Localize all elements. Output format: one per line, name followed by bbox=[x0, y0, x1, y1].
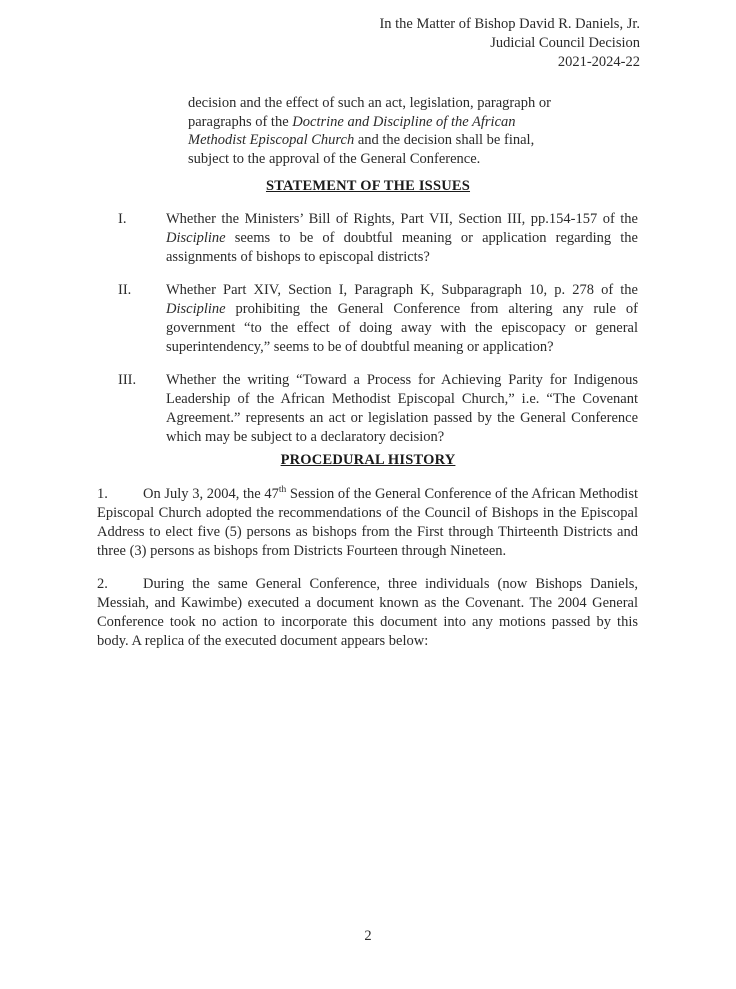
issue-text-end: prohibiting the General Conference from altering any rule of government “to the effect of doing away with the episcopacy or general superintendency,” seems to be of doubtful meaning or application? bbox=[166, 301, 638, 355]
paragraph-text-start: On July 3, 2004, the 47 bbox=[143, 486, 279, 502]
header-decision-number: 2021-2024-22 bbox=[557, 54, 640, 70]
header-decision-label: Judicial Council Decision bbox=[490, 35, 640, 51]
issue-text-start: Whether Part XIV, Section I, Paragraph K, Subparagraph 10, p. 278 of the bbox=[166, 282, 638, 298]
paragraph-number: 1. bbox=[97, 486, 108, 502]
issue-text-start: Whether the writing “Toward a Process for Achieving Parity for Indigenous Leadership of the African Methodist Episcopal Church,” i.e. “The Covenant Agreement.” represents an act or legislation passed by the General Conference which may be subject to a declaratory decision? bbox=[166, 372, 638, 445]
paragraph-text-end: Session of the General Conference of the African Methodist Episcopal Church adopted the recommendations of the Council of Bishops in the Episcopal Address to elect five (5) persons as bishops from the First through Thirteenth Districts and three (3) persons as bishops from Districts Fourteen through Nineteen. bbox=[97, 486, 638, 559]
issue-number: I. bbox=[118, 211, 127, 227]
issue-italic: Discipline bbox=[166, 230, 226, 246]
issue-number: II. bbox=[118, 282, 132, 298]
paragraph-text: During the same General Conference, three individuals (now Bishops Daniels, Messiah, and Kawimbe) executed a document known as the Covenant. The 2004 General Conference took no action to incorporate this document into any motions passed by this body. A replica of the executed document appears below: bbox=[97, 576, 638, 649]
issue-item bbox=[118, 371, 638, 447]
procedural-paragraph bbox=[97, 575, 638, 651]
quote-text-start: decision and the effect of such an act, legislation, paragraph or paragraphs of the bbox=[188, 95, 551, 130]
issue-number: III. bbox=[118, 372, 137, 388]
quote-italic-title: Doctrine and Discipline of the African Methodist Episcopal Church bbox=[188, 113, 516, 148]
issue-item bbox=[118, 281, 638, 357]
procedural-paragraph bbox=[97, 485, 638, 561]
quoted-paragraph bbox=[188, 94, 568, 168]
issue-text-start: Whether the Ministers’ Bill of Rights, Part VII, Section III, pp.154-157 of the bbox=[166, 211, 638, 227]
issue-text bbox=[166, 210, 638, 267]
statement-of-issues-heading: STATEMENT OF THE ISSUES bbox=[265, 178, 471, 194]
quote-text-end: and the decision shall be final, subject to the approval of the General Conference. bbox=[188, 132, 535, 167]
issue-italic: Discipline bbox=[166, 301, 226, 317]
ordinal-suffix: th bbox=[278, 485, 287, 496]
paragraph-number: 2. bbox=[97, 576, 108, 592]
procedural-history-heading: PROCEDURAL HISTORY bbox=[280, 452, 456, 468]
issue-text bbox=[166, 281, 638, 357]
issue-text-end: seems to be of doubtful meaning or application regarding the assignments of bishops to episcopal districts? bbox=[166, 230, 638, 265]
issue-text bbox=[166, 371, 638, 447]
page-number: 2 bbox=[364, 928, 372, 944]
page-header bbox=[379, 15, 640, 72]
header-case-title: In the Matter of Bishop David R. Daniels, Jr. bbox=[379, 16, 640, 32]
issue-item bbox=[118, 210, 638, 267]
